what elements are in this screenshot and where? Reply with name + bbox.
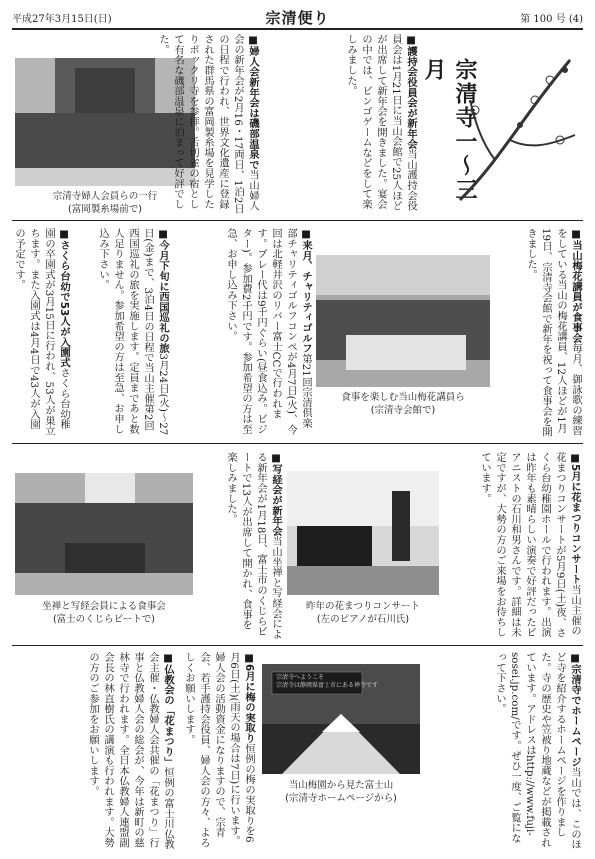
- article-baika: [493, 228, 583, 438]
- row-divider: [12, 220, 583, 221]
- article-body: 当山坐禅と写経会による新年会が1月18日、富士市のくじらビートで13人が出席して開かれ、食事を楽しみました。: [225, 452, 282, 640]
- caption-baika: 食事を楽しむ当山梅花講員ら (宗清寺会館で): [341, 392, 465, 416]
- article-body: 3月24日(火)〜27日(金)まで、3泊4日の日程で当山主催第2回西国巡礼の旅を実施します。定員まであと数人足りません。参加希望の方は至急、お申し込み下さい。: [97, 228, 169, 436]
- photo-fuji-website: [262, 664, 420, 774]
- newsletter-title: 宗清便り: [265, 9, 330, 27]
- article-title: ■ 護持会役員会が新年会: [405, 34, 417, 149]
- article-shakyo: [197, 452, 283, 640]
- caption-fuji: 当山梅園から見た富士山 (宗清寺ホームページから): [285, 780, 397, 804]
- article-shinnenkai: [265, 34, 418, 216]
- photo-baika-dinner: [316, 255, 490, 387]
- website-line: 宗清寺へようこそ: [276, 674, 325, 681]
- photo-shakyo-dinner: [15, 473, 193, 595]
- article-body: 当山護持会役員会は1月21日に当山会館で25人ほどが出席して新年会を開きました。宴会の中では、ビンゴゲームなどをして楽しみました。: [345, 34, 417, 211]
- caption-concert: 昨年の花まつりコンサート (左のピアノが石川氏): [305, 601, 420, 625]
- article-title: ■ 写経会が新年会: [270, 452, 282, 536]
- article-title: ■ 婦人会新年会は磯部温泉で: [247, 34, 259, 170]
- caption-shakyo: 坐禅と写経会員による食事会 (富士のくじらビートで): [42, 601, 166, 625]
- page-header: [12, 6, 583, 30]
- article-golf: [173, 228, 313, 438]
- article-body: 第21回宗清倶楽部チャリティゴルフコンペが4月7日(火)、今回は北軽井沢のリバー富士CCで行われます。プレー代は9千円ぐらい(昼食込み。ビジター)。参加費2千円です。参加希望の方は至急、お申し込み下さい。: [225, 228, 312, 435]
- article-body: 当山では、このほど寺を紹介するホームページを作りました。寺の歴史や笠被り地蔵などが掲載されています。アドレスはhttp://www.fuji-sosei.jp.com/です。ぜひ一度、ご覧になって下さい。: [494, 652, 581, 850]
- article-body: 毎月、御詠歌の練習をしている当山の梅花講員、12人ほどが1月19日、宗清寺会館で新年を祝って食事会を開きました。: [525, 228, 582, 437]
- article-body: 恒例の梅の実取りを6月6日(土)(雨天の場合は7日)に行います。婦人会の活動資金になりますので、宗青会、若手護持会役員、婦人会の方々、よろしくお願いします。: [183, 652, 255, 848]
- article-title: ■ 当山梅花講員が食事会: [570, 228, 582, 343]
- article-ume: [178, 652, 256, 852]
- article-junrei: [74, 228, 170, 438]
- website-screen-text: [276, 674, 378, 690]
- article-sakura: [15, 228, 71, 438]
- photo-concert: [287, 471, 439, 595]
- article-title: ■ 6月に梅の実取り: [243, 652, 255, 743]
- article-body: さくら台幼稚園の卒園式が3月15日に行われ、53人が巣立ちます。また入園式は4月4日で43人が入園の予定です。: [13, 228, 70, 436]
- article-homepage: [424, 652, 582, 852]
- article-title: ■ 5月に花まつりコンサート: [569, 452, 581, 584]
- issue-date: 平成27年3月15日(日): [12, 14, 112, 25]
- article-title: ■ さくら台幼で53人が入園式: [58, 228, 70, 368]
- row-divider: [12, 443, 583, 444]
- article-title: ■ 来月、チャリティゴルフ: [300, 228, 312, 353]
- row-divider: [12, 645, 583, 646]
- section-heading: 宗清寺一〜三月: [421, 58, 477, 202]
- website-line: 宗清寺は静岡県富士市にある禅寺です: [276, 682, 379, 689]
- article-bukkyokai: [15, 652, 175, 852]
- photo-fujinkai-group: [15, 58, 195, 186]
- article-body: 当山主催の花まつりコンサートが5月9日(土)夜、さくら台幼稚園ホールで行われます。出演は昨年も素晴らしい演奏で好評だったピアニストの石川和男さんです。詳細は未定ですが、大勢の方のご来場をお待ちしています。: [479, 452, 581, 638]
- article-body: 恒例の富士川仏教会主催・仏教婦人会共催の「花まつり」行事と仏教婦人会の総会が、今年は新町の慈林寺で行われます。全日本仏教婦人連盟副会長の林直樹氏の講演も行われます。大勢の方のご参加をお願いします。: [87, 652, 174, 850]
- article-title: ■ 宗清寺でホームページ: [569, 652, 581, 767]
- article-hanamatsuri-concert: [444, 452, 582, 640]
- article-body: 当山婦人会の新年会が2月16・17両日、1泊2日の日程で行われ、世界文化遺産に登録された群馬県の富岡製糸場を見学したりポックリ寺を参拝。舌切雀の宿として有名な磯部温泉に泊まって好評でした。: [157, 34, 259, 214]
- article-title: ■ 今月下旬に西国巡礼の旅: [157, 228, 169, 353]
- plum-branch-illustration: [440, 40, 580, 215]
- article-fujinkai: [157, 34, 260, 216]
- article-title: ■ 仏教会の「花まつり」: [162, 652, 174, 767]
- issue-number: 第 100 号 (4): [520, 14, 583, 25]
- caption-fujinkai: 宗清寺婦人会員らの一行 (富岡製糸場前で): [52, 191, 158, 215]
